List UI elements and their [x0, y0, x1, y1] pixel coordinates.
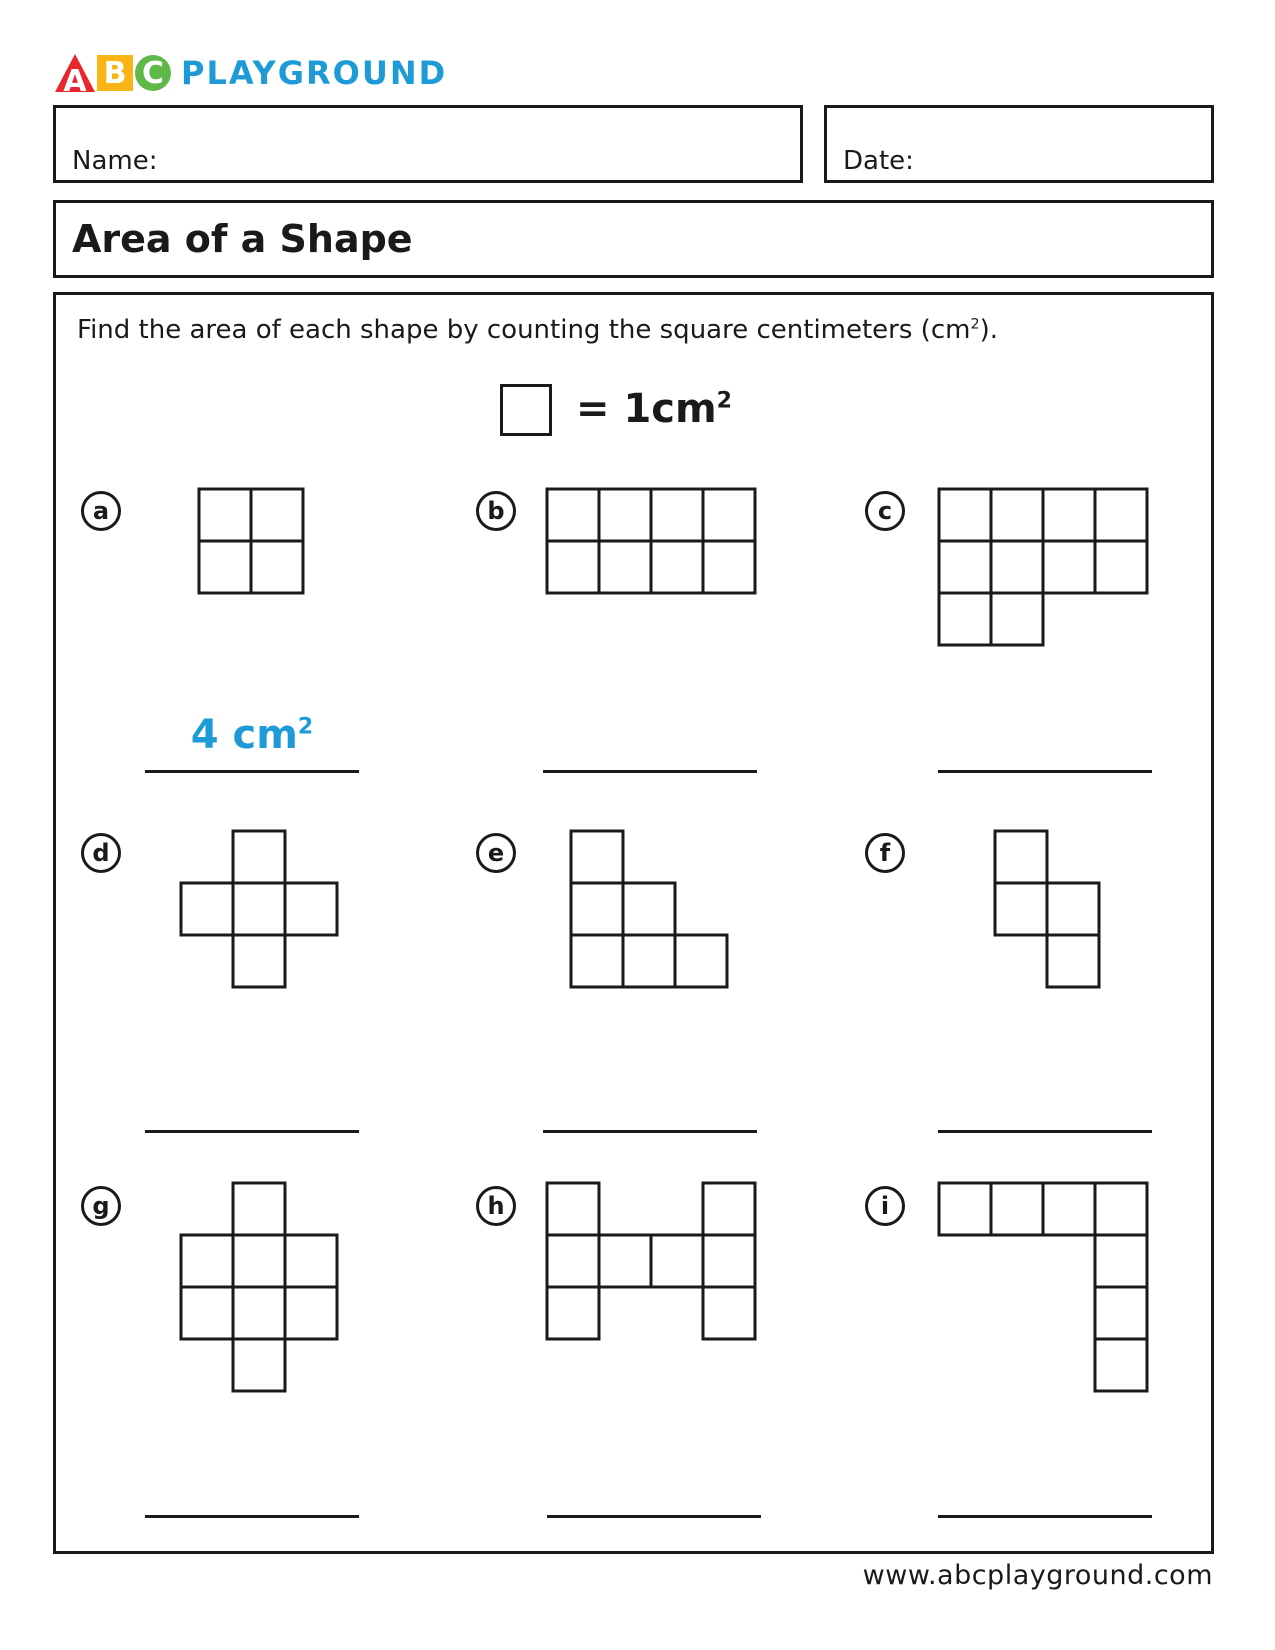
- shape-a-cell: [199, 541, 251, 593]
- shape-c-cell: [991, 489, 1043, 541]
- shape-e-cell: [623, 883, 675, 935]
- problem-label-g: g: [81, 1186, 121, 1226]
- logo-wordmark: PLAYGROUND: [181, 54, 448, 92]
- shape-f-cell: [995, 831, 1047, 883]
- instructions-tail: ).: [979, 315, 998, 345]
- date-field[interactable]: [824, 105, 1214, 183]
- shape-c-cell: [1095, 541, 1147, 593]
- shape-d-cell: [285, 883, 337, 935]
- logo-c-letter: C: [141, 55, 165, 91]
- shape-g-cell: [233, 1183, 285, 1235]
- shape-b-cell: [547, 489, 599, 541]
- instructions-text: Find the area of each shape by counting the square centimeters (cm: [77, 315, 971, 345]
- shape-d-cell: [233, 831, 285, 883]
- shape-d-cell: [233, 935, 285, 987]
- legend-sup: 2: [716, 388, 732, 414]
- logo-a-tile: [55, 54, 95, 99]
- shape-f-cell: [995, 883, 1047, 935]
- shape-i-cell: [1043, 1183, 1095, 1235]
- shape-b: [545, 487, 757, 595]
- logo-c-tile: [135, 55, 171, 91]
- shape-g-cell: [285, 1235, 337, 1287]
- shape-c: [937, 487, 1149, 647]
- shape-f: [993, 829, 1101, 989]
- shape-i-cell: [991, 1183, 1043, 1235]
- problem-label-d: d: [81, 833, 121, 873]
- answer-line-d[interactable]: [145, 1130, 359, 1133]
- logo-b-letter: B: [103, 55, 127, 91]
- shape-b-cell: [547, 541, 599, 593]
- answer-a: [145, 712, 359, 758]
- shape-f-cell: [1047, 935, 1099, 987]
- answer-line-f[interactable]: [938, 1130, 1152, 1133]
- shape-d: [179, 829, 339, 989]
- instructions-sup: 2: [970, 316, 980, 333]
- shape-i: [937, 1181, 1149, 1393]
- page-title: Area of a Shape: [72, 217, 413, 261]
- answer-line-b[interactable]: [543, 770, 757, 773]
- shape-i-cell: [1095, 1339, 1147, 1391]
- shape-e: [569, 829, 729, 989]
- shape-i-cell: [1095, 1235, 1147, 1287]
- shape-b-cell: [599, 541, 651, 593]
- shape-e-cell: [571, 883, 623, 935]
- shape-h-cell: [599, 1235, 651, 1287]
- shape-a-cell: [251, 541, 303, 593]
- shape-h-cell: [547, 1287, 599, 1339]
- answer-line-h[interactable]: [547, 1515, 761, 1518]
- answer-line-i[interactable]: [938, 1515, 1152, 1518]
- shape-e-cell: [675, 935, 727, 987]
- instructions: [77, 315, 998, 345]
- logo: [55, 52, 448, 99]
- shape-c-cell: [939, 489, 991, 541]
- problem-label-c: c: [865, 491, 905, 531]
- shape-c-cell: [1043, 541, 1095, 593]
- shape-g-cell: [181, 1235, 233, 1287]
- shape-h-cell: [703, 1183, 755, 1235]
- problem-label-e: e: [476, 833, 516, 873]
- shape-c-cell: [939, 541, 991, 593]
- shape-c-cell: [1043, 489, 1095, 541]
- shape-g: [179, 1181, 339, 1393]
- shape-e-cell: [623, 935, 675, 987]
- shape-b-cell: [651, 489, 703, 541]
- shape-e-cell: [571, 935, 623, 987]
- problem-label-b: b: [476, 491, 516, 531]
- date-label: Date:: [843, 146, 914, 176]
- answer-line-c[interactable]: [938, 770, 1152, 773]
- name-label: Name:: [72, 146, 158, 176]
- shape-d-cell: [233, 883, 285, 935]
- answer-line-e[interactable]: [543, 1130, 757, 1133]
- answer-a-value: 4 cm: [190, 712, 298, 758]
- problem-label-h: h: [476, 1186, 516, 1226]
- shape-b-cell: [703, 489, 755, 541]
- shape-b-cell: [651, 541, 703, 593]
- title-box: [53, 200, 1214, 278]
- shape-b-cell: [599, 489, 651, 541]
- shape-g-cell: [181, 1287, 233, 1339]
- legend-equation: [576, 386, 732, 432]
- shape-h: [545, 1181, 757, 1341]
- problem-label-a: a: [81, 491, 121, 531]
- legend-text: = 1cm: [576, 386, 717, 432]
- shape-e-cell: [571, 831, 623, 883]
- footer-url: www.abcplayground.com: [862, 1560, 1213, 1591]
- shape-h-cell: [547, 1183, 599, 1235]
- shape-i-cell: [1095, 1183, 1147, 1235]
- shape-f-cell: [1047, 883, 1099, 935]
- problem-label-f: f: [865, 833, 905, 873]
- shape-b-cell: [703, 541, 755, 593]
- shape-c-cell: [991, 541, 1043, 593]
- shape-i-cell: [939, 1183, 991, 1235]
- shape-c-cell: [939, 593, 991, 645]
- answer-line-g[interactable]: [145, 1515, 359, 1518]
- shape-h-cell: [547, 1235, 599, 1287]
- shape-i-cell: [1095, 1287, 1147, 1339]
- logo-a-letter: A: [63, 63, 87, 99]
- shape-g-cell: [233, 1287, 285, 1339]
- answer-line-a[interactable]: [145, 770, 359, 773]
- answer-a-sup: 2: [297, 714, 314, 740]
- problem-label-i: i: [865, 1186, 905, 1226]
- shape-a-cell: [199, 489, 251, 541]
- shape-g-cell: [233, 1235, 285, 1287]
- unit-square-icon: [500, 384, 552, 436]
- shape-a: [197, 487, 305, 595]
- shape-a-cell: [251, 489, 303, 541]
- shape-c-cell: [1095, 489, 1147, 541]
- name-field[interactable]: [53, 105, 803, 183]
- shape-c-cell: [991, 593, 1043, 645]
- shape-g-cell: [233, 1339, 285, 1391]
- shape-h-cell: [703, 1235, 755, 1287]
- shape-d-cell: [181, 883, 233, 935]
- logo-b-tile: [97, 55, 133, 91]
- shape-h-cell: [651, 1235, 703, 1287]
- shape-g-cell: [285, 1287, 337, 1339]
- shape-h-cell: [703, 1287, 755, 1339]
